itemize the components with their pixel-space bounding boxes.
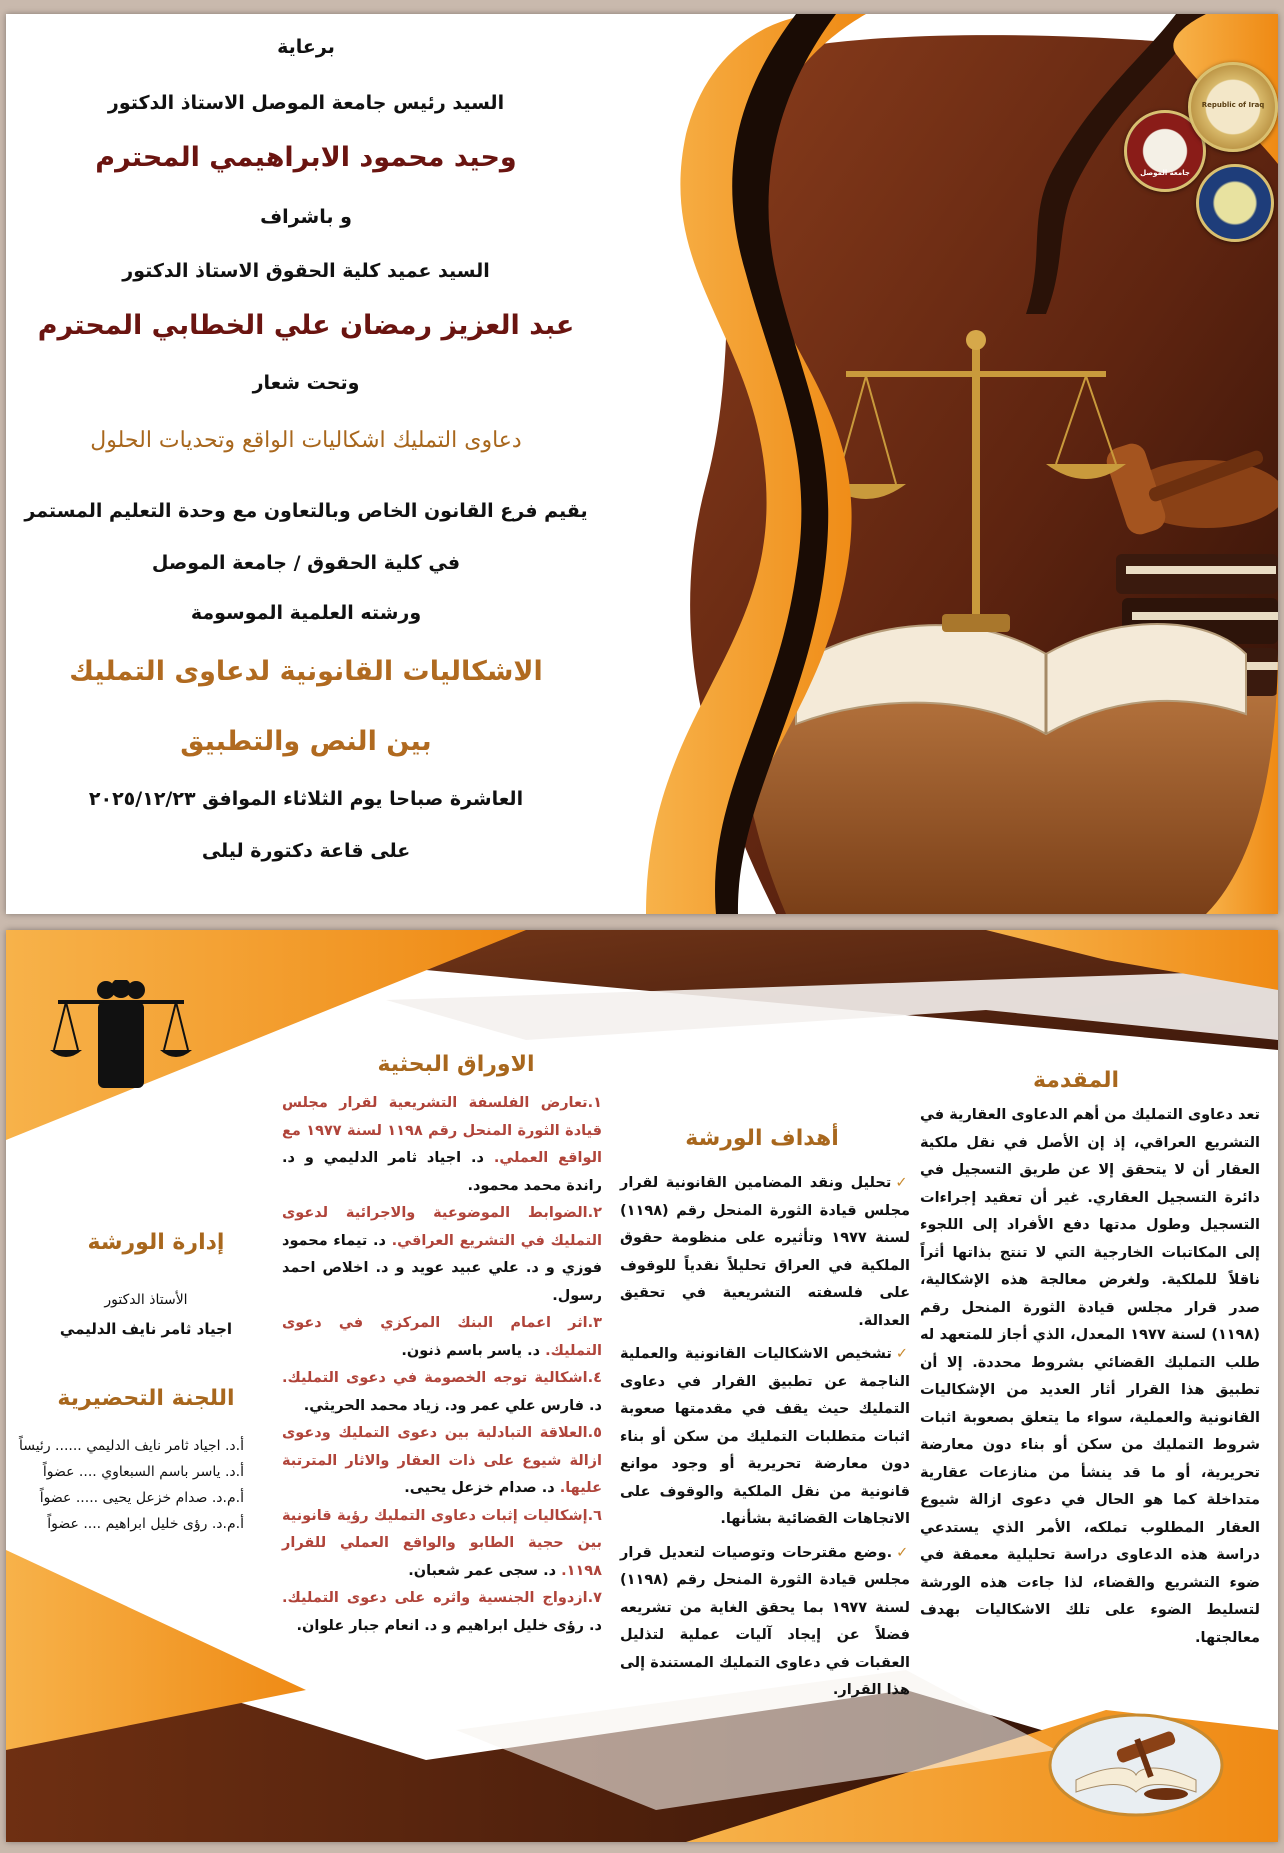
organizer-line-1: يقيم فرع القانون الخاص وبالتعاون مع وحدة التعليم المستمر — [24, 500, 588, 522]
workshop-title-1: الاشكاليات القانونية لدعاوى التمليك — [69, 656, 543, 687]
paper-item: ١.تعارض الفلسفة التشريعية لقرار مجلس قيادة الثورة المنحل رقم ١١٩٨ لسنة ١٩٧٧ مع الواقع العملي. د. اجياد ثامر الدليمي و د. راندة محمد محمود. — [282, 1095, 602, 1194]
papers-heading: الاوراق البحثية — [377, 1052, 535, 1077]
organizer-line-3: ورشته العلمية الموسومة — [190, 602, 422, 624]
papers-list — [282, 1090, 602, 1640]
cover-text — [6, 14, 606, 914]
committee-member: أ.د. اجياد ثامر نايف الدليمي ...... رئيساً — [18, 1438, 244, 1454]
university-logo-right — [1188, 62, 1278, 152]
president-name: وحيد محمود الابراهيمي المحترم — [95, 142, 517, 173]
management-name: اجياد ثامر نايف الدليمي — [59, 1320, 233, 1338]
organizer-line-2: في كلية الحقوق / جامعة الموصل — [151, 552, 461, 574]
intro-body: تعد دعاوى التمليك من أهم الدعاوى العقارية في التشريع العراقي، إذ إن الأصل في نقل ملكية العقار أن لا يتحقق إلا عن طريق التسجيل في دائرة التسجيل العقاري. غير أن تعقيد إجراءات التسجيل وطول مدتها دفع الأفراد إلى اللجوء إلى المكاتبات الخارجية التي لا تنتج بذاتها أثراً ناقلاً للملكية. ولغرض معالجة هذه الإشكالية، صدر قرار مجلس قيادة الثورة المنحل رقم (١١٩٨) لسنة ١٩٧٧ المعدل، الذي أجاز للمتعهد له طلب التمليك القضائي بشروط محددة. إلا أن تطبيق هذا القرار أثار العديد من الإشكاليات القانونية والعملية، سواء ما يتعلق بصعوبة اثبات شروط التمليك من سكن أو بناء دون معارضة تحريرية، أو ما قد ينشأ من منازعات عقارية متداخلة كما هو الحال في دعوى ازالة شيوع العقار المطلوب تملكه، الأمر الذي يستدعي دراسة هذه الدعاوى دراسة تحليلية معمقة في ضوء التشريع والقضاء، لذا جاءت هذه الورشة لتسليط الضوء على تلك الاشكاليات بهدف معالجتها. — [920, 1107, 1260, 1646]
goals-list — [620, 1170, 910, 1705]
paper-item: ٣.اثر اعمام البنك المركزي في دعوى التمليك. د. ياسر باسم ذنون. — [282, 1315, 602, 1359]
paper-item: ٢.الضوابط الموضوعية والاجرائية لدعوى التمليك في التشريع العراقي. د. تيماء محمود فوزي و د. علي عبيد عويد و د. اخلاص احمد رسول. — [282, 1205, 602, 1304]
president-title: السيد رئيس جامعة الموصل الاستاذ الدكتور — [107, 92, 505, 114]
committee-member: أ.م.د. رؤى خليل ابراهيم .... عضواً — [47, 1516, 244, 1532]
faculty-logo-bottom — [1196, 164, 1274, 242]
supervision-line: و باشراف — [260, 206, 352, 228]
committee-heading: اللجنة التحضيرية — [57, 1386, 235, 1411]
intro-text — [920, 1102, 1260, 1652]
workshop-title-2: بين النص والتطبيق — [180, 726, 432, 757]
people-scales-icon — [46, 980, 196, 1090]
check-icon: ✓ — [895, 1346, 910, 1362]
cover-panel — [6, 14, 1278, 914]
slogan-intro: وتحت شعار — [252, 372, 360, 394]
university-logo-right-text: Republic of Iraq — [1201, 101, 1265, 109]
gavel-book-image — [1046, 1710, 1226, 1820]
date-time-line: العاشرة صباحا يوم الثلاثاء الموافق ٢٠٢٥/١٢/٢٣ — [88, 788, 524, 810]
inside-panel — [6, 930, 1278, 1842]
college-logo-left-text: جامعة الموصل — [1140, 169, 1190, 177]
committee-member: أ.م.د. صدام خزعل يحيى ..... عضواً — [39, 1490, 244, 1506]
check-icon: ✓ — [895, 1175, 910, 1191]
goal-item: ✓تحليل ونقد المضامين القانونية لقرار مجلس قيادة الثورة المنحل رقم (١١٩٨) لسنة ١٩٧٧ وتأثيره على منظومة حقوق الملكية في العراق تحليلاً نقدياً للوقوف على فلسفته التشريعية في تحقيق العدالة. — [620, 1175, 910, 1329]
committee-member: أ.د. ياسر باسم السبعاوي .... عضواً — [42, 1464, 244, 1480]
patronage-line: برعاية — [277, 36, 335, 58]
dean-title: السيد عميد كلية الحقوق الاستاذ الدكتور — [122, 260, 490, 282]
goal-item: ✓.وضع مقترحات وتوصيات لتعديل قرار مجلس قيادة الثورة المنحل رقم (١١٩٨) لسنة ١٩٧٧ بما يحقق الغاية من تشريعه فضلاً عن إيجاد آليات عملية لتذليل العقبات في دعاوى التمليك المستندة إلى هذا القرار. — [620, 1544, 911, 1698]
check-icon: ✓ — [896, 1544, 910, 1561]
paper-item: ٥.العلاقة التبادلية بين دعوى التمليك ودعوى ازالة شيوع على ذات العقار والاثار المترتبة عليها. د. صدام خزعل يحيى. — [282, 1425, 602, 1496]
management-heading: إدارة الورشة — [87, 1230, 225, 1255]
paper-item: ٤.اشكالية توجه الخصومة في دعوى التمليك. د. فارس علي عمر ود. زياد محمد الحريثي. — [282, 1370, 602, 1414]
justice-artwork — [646, 14, 1278, 914]
goal-item: ✓تشخيص الاشكاليات القانونية والعملية الناجمة عن تطبيق القرار في دعاوى التمليك حيث يقف في مقدمتها صعوبة اثبات متطلبات التمليك من سكن أو بناء دون معارضة تحريرية أو وجود موانع قانونية من نقل الملكية والوقوف على الاتجاهات القضائية بشأنها. — [620, 1346, 910, 1527]
paper-item: ٦.إشكاليات إثبات دعاوى التمليك رؤية قانونية بين حجية الطابو والواقع العملي للقرار ١١٩٨. د. سجى عمر شعبان. — [282, 1507, 602, 1579]
paper-item: ٧.ازدواج الجنسية واثره على دعوى التمليك. د. رؤى خليل ابراهيم و د. انعام جبار علوان. — [282, 1590, 602, 1634]
intro-heading: المقدمة — [1032, 1068, 1120, 1093]
goals-heading: أهداف الورشة — [685, 1126, 839, 1151]
management-title: الأستاذ الدكتور — [104, 1292, 188, 1308]
slogan: دعاوى التمليك اشكاليات الواقع وتحديات الحلول — [90, 428, 522, 453]
dean-name: عبد العزيز رمضان علي الخطابي المحترم — [37, 310, 575, 341]
venue-line: على قاعة دكتورة ليلى — [201, 840, 411, 862]
